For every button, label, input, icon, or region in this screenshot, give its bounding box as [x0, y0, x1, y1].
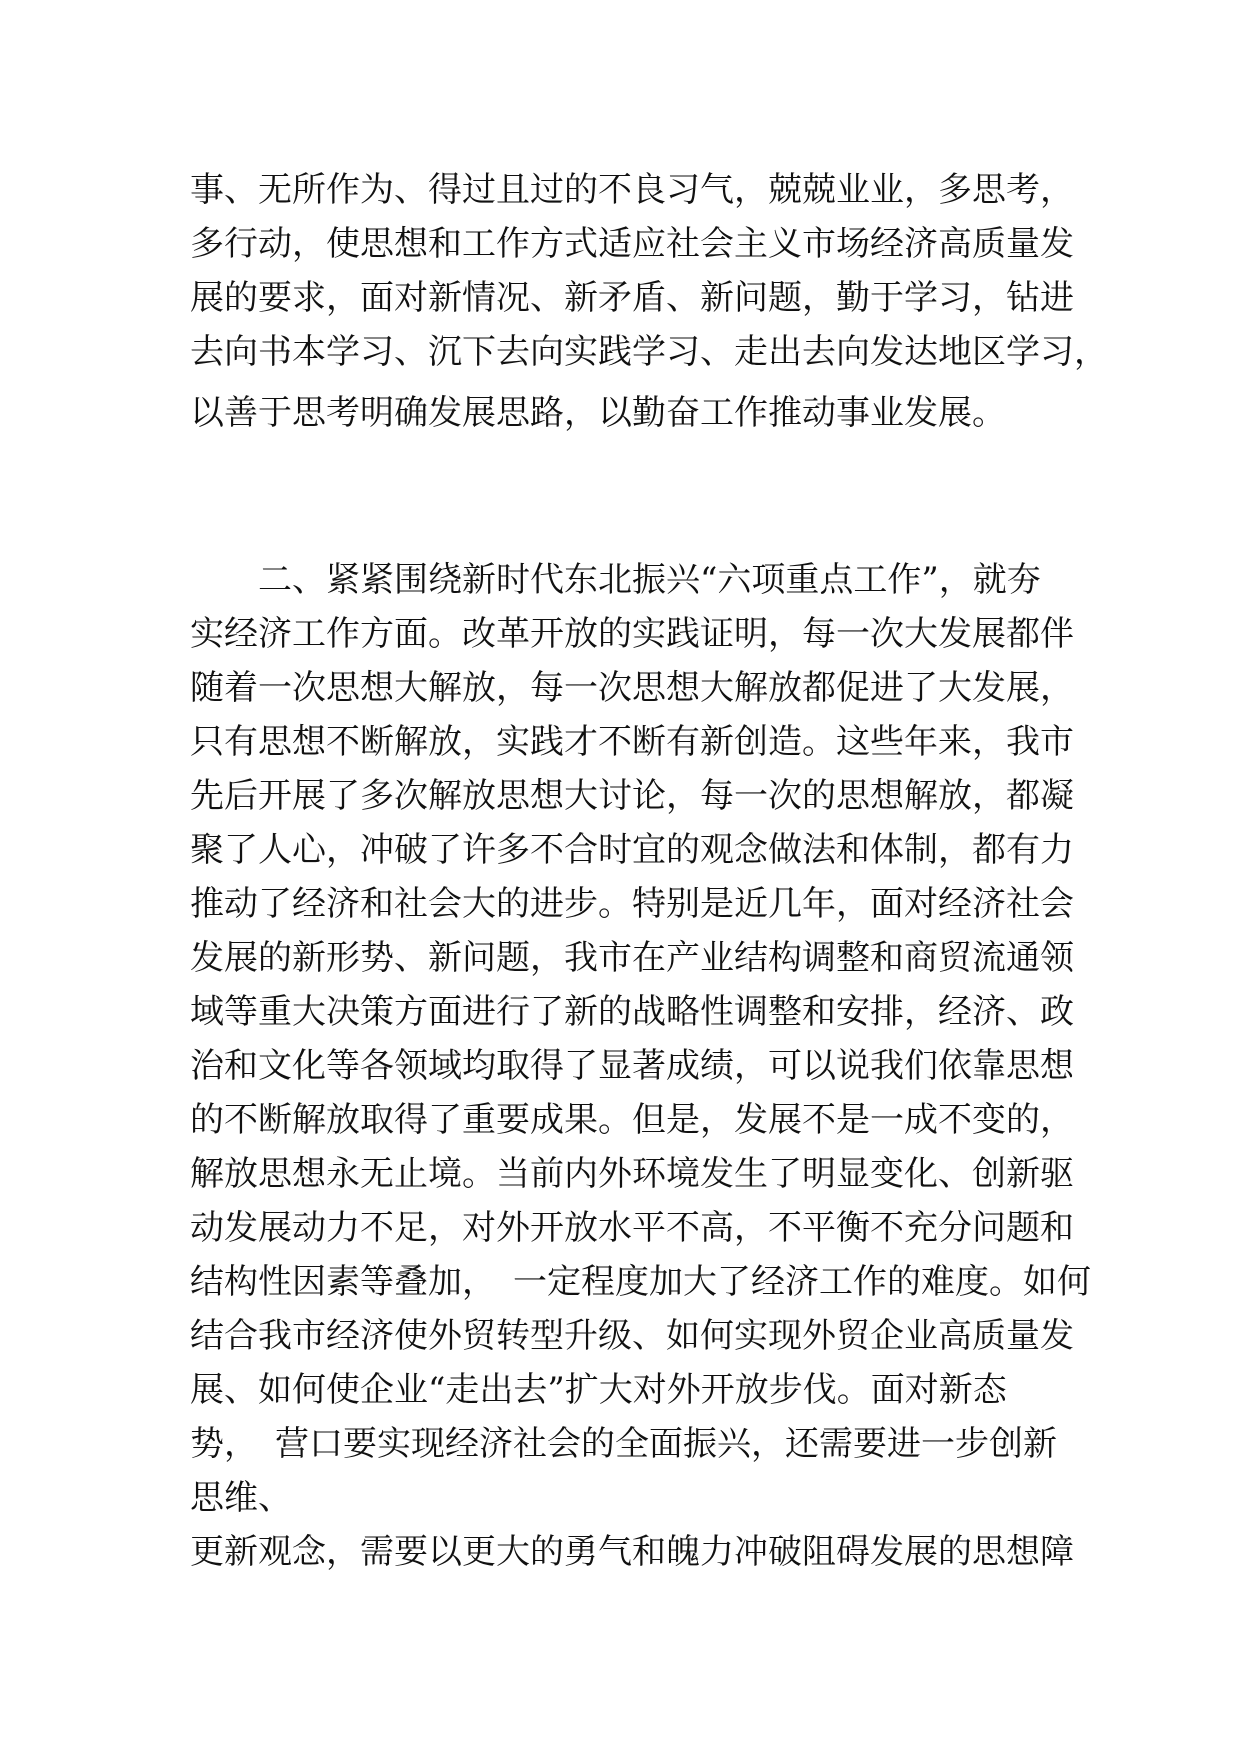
text-line: 先后开展了多次解放思想大讨论，每一次的思想解放，都凝 [190, 776, 1074, 816]
text-line: 发展的新形势、新问题，我市在产业结构调整和商贸流通领 [190, 938, 1074, 978]
text-line: 推动了经济和社会大的进步。特别是近几年，面对经济社会 [190, 884, 1074, 924]
text-line: 多行动，使思想和工作方式适应社会主义市场经济高质量发 [190, 224, 1074, 264]
text-line: 聚了人心，冲破了许多不合时宜的观念做法和体制，都有力 [190, 830, 1074, 870]
text-line: 动发展动力不足，对外开放水平不高，不平衡不充分问题和 [190, 1208, 1074, 1248]
text-line: 事、无所作为、得过且过的不良习气，兢兢业业，多思考， [190, 170, 1074, 210]
text-line: 域等重大决策方面进行了新的战略性调整和安排，经济、政 [190, 992, 1074, 1032]
text-line: 结构性因素等叠加， 一定程度加大了经济工作的难度。如何 [190, 1262, 1091, 1302]
text-line: 解放思想永无止境。当前内外环境发生了明显变化、创新驱 [190, 1154, 1074, 1194]
section-heading-line: 二、紧紧围绕新时代东北振兴“六项重点工作”，就夯 [258, 560, 1041, 600]
text-line: 随着一次思想大解放，每一次思想大解放都促进了大发展， [190, 668, 1074, 708]
text-line: 以善于思考明确发展思路，以勤奋工作推动事业发展。 [190, 393, 1006, 433]
text-line: 势， 营口要实现经济社会的全面振兴，还需要进一步创新 [190, 1424, 1057, 1464]
text-line: 的不断解放取得了重要成果。但是，发展不是一成不变的， [190, 1100, 1074, 1140]
text-line: 更新观念，需要以更大的勇气和魄力冲破阻碍发展的思想障 [190, 1532, 1074, 1572]
text-line: 展、如何使企业“走出去”扩大对外开放步伐。面对新态 [190, 1370, 1007, 1410]
text-line: 结合我市经济使外贸转型升级、如何实现外贸企业高质量发 [190, 1316, 1074, 1356]
text-line: 只有思想不断解放，实践才不断有新创造。这些年来，我市 [190, 722, 1074, 762]
text-line: 去向书本学习、沉下去向实践学习、走出去向发达地区学习， [190, 332, 1108, 372]
text-line: 实经济工作方面。改革开放的实践证明，每一次大发展都伴 [190, 614, 1074, 654]
text-line: 展的要求，面对新情况、新矛盾、新问题，勤于学习，钻进 [190, 278, 1074, 318]
text-line: 思维、 [190, 1478, 292, 1518]
text-line: 治和文化等各领域均取得了显著成绩，可以说我们依靠思想 [190, 1046, 1074, 1086]
